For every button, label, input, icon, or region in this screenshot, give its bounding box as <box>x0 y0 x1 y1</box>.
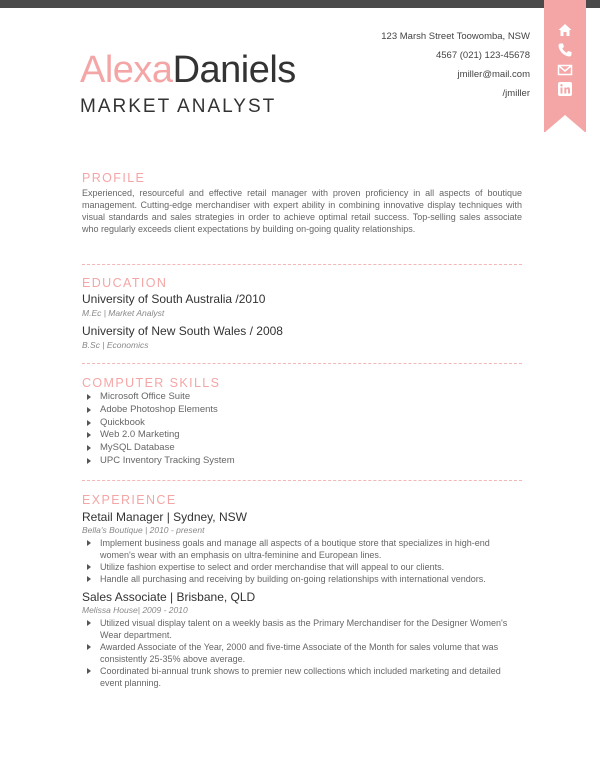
job-employer: Melissa House| 2009 - 2010 <box>82 605 188 615</box>
school-name: University of New South Wales / 2008 <box>82 324 283 338</box>
profile-heading: PROFILE <box>82 171 146 185</box>
school-name: University of South Australia /2010 <box>82 292 266 306</box>
duty-item: Handle all purchasing and receiving by building on-going relationships with international vendors. <box>82 573 522 585</box>
education-item <box>82 323 522 351</box>
duty-item: Implement business goals and manage all aspects of a boutique store that specializes in high-end women's wear with an emphasis on ultra-feminine and European lines. <box>82 537 522 561</box>
education-heading: EDUCATION <box>82 276 168 290</box>
home-icon <box>557 22 573 38</box>
job-title: MARKET ANALYST <box>80 96 277 117</box>
education-section <box>82 276 522 355</box>
job-entry <box>82 589 522 689</box>
top-bar <box>0 0 600 8</box>
duty-item: Utilize fashion expertise to select and order merchandise that will appeal to our clients. <box>82 561 522 573</box>
duty-item: Awarded Associate of the Year, 2000 and five-time Associate of the Month for sales volume that was consistently 25-35% above average. <box>82 641 522 665</box>
job-employer: Bella's Boutique | 2010 - present <box>82 525 205 535</box>
phone-icon <box>557 42 573 58</box>
first-name: Alexa <box>80 49 173 91</box>
degree: M.Ec | Market Analyst <box>82 308 165 318</box>
profile-text: Experienced, resourceful and effective retail manager with proven proficiency in all aspects of boutique management. Cutting-edge merchandiser with expert ability in combining innovative display techniques with visual standards and sales strategies in order to achieve optimal retail success. Top-selling sales associate who regularly exceeds client expectations by building on-going quality relationships. <box>82 188 522 234</box>
experience-heading: EXPERIENCE <box>82 493 177 507</box>
skill-item: Web 2.0 Marketing <box>82 429 522 442</box>
divider <box>82 363 522 364</box>
email-link[interactable]: jmiller@mail.com <box>457 69 530 80</box>
job-duties <box>82 537 522 585</box>
mail-icon <box>557 62 573 78</box>
job-duties <box>82 617 522 689</box>
contact-info <box>381 27 530 103</box>
profile-section <box>82 171 522 235</box>
degree: B.Sc | Economics <box>82 340 149 350</box>
job-position: Retail Manager | Sydney, NSW <box>82 510 247 524</box>
job-position: Sales Associate | Brisbane, QLD <box>82 590 256 604</box>
duty-item: Utilized visual display talent on a weekly basis as the Primary Merchandiser for the Designer Women's Wear department. <box>82 617 522 641</box>
skill-item: MySQL Database <box>82 442 522 455</box>
skill-item: UPC Inventory Tracking System <box>82 455 522 468</box>
job-entry <box>82 509 522 585</box>
address: 123 Marsh Street Toowomba, NSW <box>381 31 530 42</box>
last-name: Daniels <box>172 49 296 91</box>
skill-item: Quickbook <box>82 417 522 430</box>
education-item <box>82 291 522 319</box>
candidate-name <box>80 48 296 92</box>
skill-item: Adobe Photoshop Elements <box>82 404 522 417</box>
skills-heading: COMPUTER SKILLS <box>82 376 221 390</box>
divider <box>82 480 522 481</box>
contact-ribbon <box>544 0 586 132</box>
phone: 4567 (021) 123-45678 <box>435 50 530 61</box>
linkedin-icon <box>557 81 573 97</box>
skill-item: Microsoft Office Suite <box>82 391 522 404</box>
skills-list <box>82 391 522 468</box>
experience-section <box>82 493 522 689</box>
duty-item: Coordinated bi-annual trunk shows to premier new collections which included marketing and detailed event planning. <box>82 665 522 689</box>
divider <box>82 264 522 265</box>
skills-section <box>82 376 522 468</box>
linkedin-link[interactable]: /jmiller <box>502 88 530 99</box>
